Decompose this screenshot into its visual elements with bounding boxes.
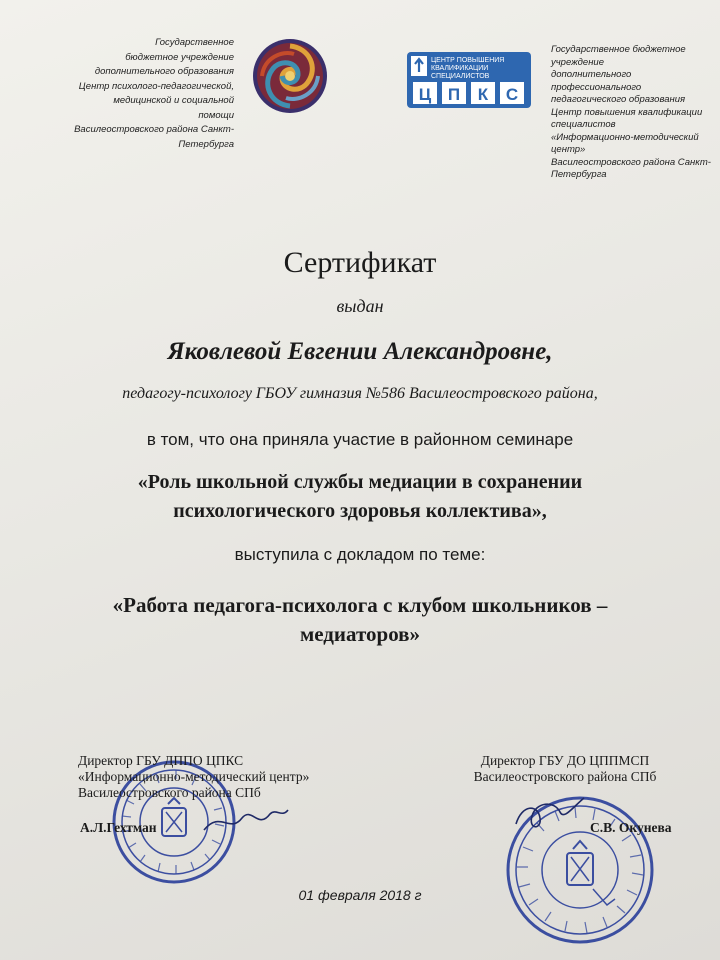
participation-statement: в том, что она приняла участие в районном семинаре bbox=[146, 430, 574, 449]
cpks-logo-icon bbox=[407, 52, 531, 108]
logo-caption-3: СПЕЦИАЛИСТОВ bbox=[431, 73, 490, 80]
right-organization-name: Государственное бюджетное учреждение дополнительного профессионального педагогического образования Центр повышения квалификации специалистов «Информационно-методический центр» Василеостровского района Санкт- Петербурга bbox=[551, 44, 711, 180]
certificate-title: Сертификат bbox=[283, 246, 437, 279]
recipient-name: Яковлевой Евгении Александровне, bbox=[167, 338, 553, 365]
seminar-title: «Роль школьной службы медиации в сохранении психологического здоровья коллектива», bbox=[137, 471, 583, 522]
logo-letter-3: К bbox=[477, 85, 489, 104]
report-statement: выступила с докладом по теме: bbox=[234, 545, 486, 564]
certificate-date: 01 февраля 2018 г bbox=[298, 887, 422, 903]
logo-caption-1: ЦЕНТР ПОВЫШЕНИЯ bbox=[431, 57, 505, 64]
right-signatory-name: С.В. Окунева bbox=[590, 820, 672, 835]
left-signatory-name: А.Л.Гехтман bbox=[80, 820, 157, 835]
logo-letter-4: С bbox=[505, 85, 519, 104]
logo-letter-1: Ц bbox=[418, 85, 432, 104]
right-signatory-title: Директор ГБУ ДО ЦППМСП Василеостровского района СПб bbox=[473, 753, 657, 784]
issued-label: выдан bbox=[336, 296, 384, 316]
left-signatory-title: Директор ГБУ ДППО ЦПКС «Информационно-методический центр» Василеостровского района СПб bbox=[78, 753, 310, 800]
logo-letter-2: П bbox=[447, 85, 461, 104]
logo-caption-2: КВАЛИФИКАЦИИ bbox=[431, 65, 489, 72]
recipient-position: педагогу-психологу ГБОУ гимназия №586 Василеостровского района, bbox=[122, 385, 598, 402]
right-handwritten-signature bbox=[510, 790, 590, 840]
spiral-emblem-icon bbox=[252, 38, 328, 114]
left-handwritten-signature bbox=[200, 800, 290, 840]
left-organization-name: Государственное бюджетное учреждение дополнительного образования Центр психолого-педагогической, медицинской и социальной помощи Василеостровского района Санкт- Петербурга bbox=[74, 37, 234, 150]
report-topic: «Работа педагога-психолога с клубом школьников – медиаторов» bbox=[112, 593, 608, 646]
